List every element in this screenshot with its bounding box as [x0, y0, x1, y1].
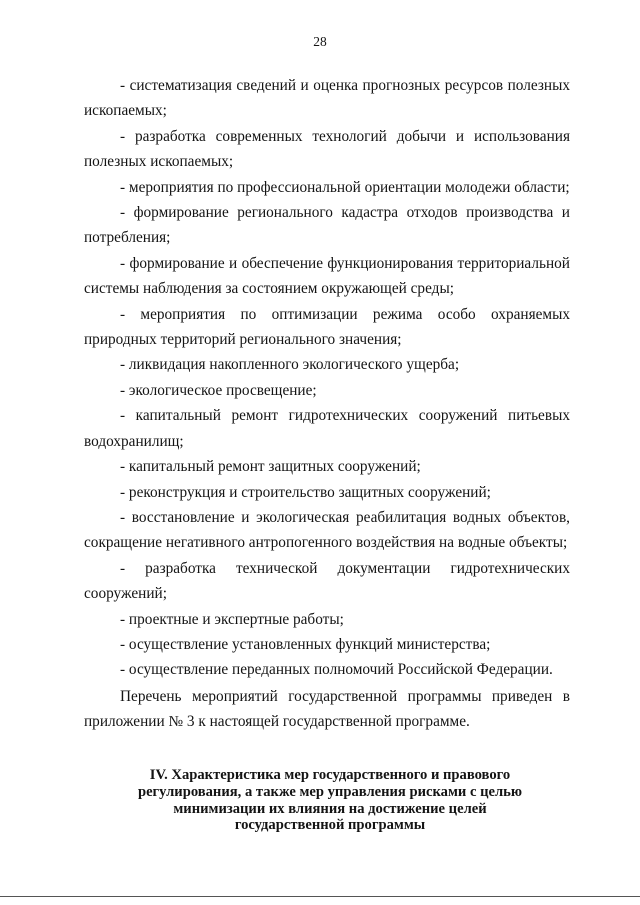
list-item: - реконструкция и строительство защитных сооружений;: [120, 483, 491, 501]
measures-list: [84, 73, 570, 735]
closing-paragraph: Перечень мероприятий государственной программы приведен в приложении № 3 к настоящей государственной программе.: [84, 687, 570, 731]
list-item: - разработка технической документации гидротехнических сооружений;: [84, 559, 570, 603]
list-item: - мероприятия по профессиональной ориентации молодежи области;: [120, 178, 570, 196]
section-heading-line: регулирования, а также мер управления рисками с целью: [137, 783, 523, 800]
section-heading-line: IV. Характеристика мер государственного и правового: [149, 767, 511, 783]
list-item: - капитальный ремонт гидротехнических сооружений питьевых водохранилищ;: [84, 407, 570, 450]
list-item: - осуществление переданных полномочий Российской Федерации.: [120, 661, 553, 679]
list-item: - мероприятия по оптимизации режима особо охраняемых природных территорий регионального значения;: [84, 305, 570, 349]
section-heading-line: минимизации их влияния на достижение целей: [173, 800, 487, 817]
list-item: - осуществление установленных функций министерства;: [120, 635, 491, 653]
list-item: - экологическое просвещение;: [120, 381, 317, 399]
list-item: - разработка современных технологий добычи и использования полезных ископаемых;: [84, 127, 570, 171]
footer-rule: [0, 896, 640, 897]
list-item: - формирование регионального кадастра отходов производства и потребления;: [84, 204, 570, 247]
list-item: - капитальный ремонт защитных сооружений;: [120, 458, 421, 476]
section-heading: [110, 767, 550, 834]
list-item: - проектные и экспертные работы;: [120, 610, 344, 628]
list-item: - восстановление и экологическая реабилитация водных объектов, сокращение негативного антропогенного воздействия на водные объекты;: [84, 508, 570, 552]
list-item: - систематизация сведений и оценка прогнозных ресурсов полезных ископаемых;: [84, 77, 570, 120]
section-heading-line: государственной программы: [234, 817, 426, 834]
list-item: - формирование и обеспечение функционирования территориальной системы наблюдения за состоянием окружающей среды;: [84, 254, 570, 298]
page-number: 28: [313, 34, 327, 49]
list-item: - ликвидация накопленного экологического ущерба;: [120, 356, 460, 374]
